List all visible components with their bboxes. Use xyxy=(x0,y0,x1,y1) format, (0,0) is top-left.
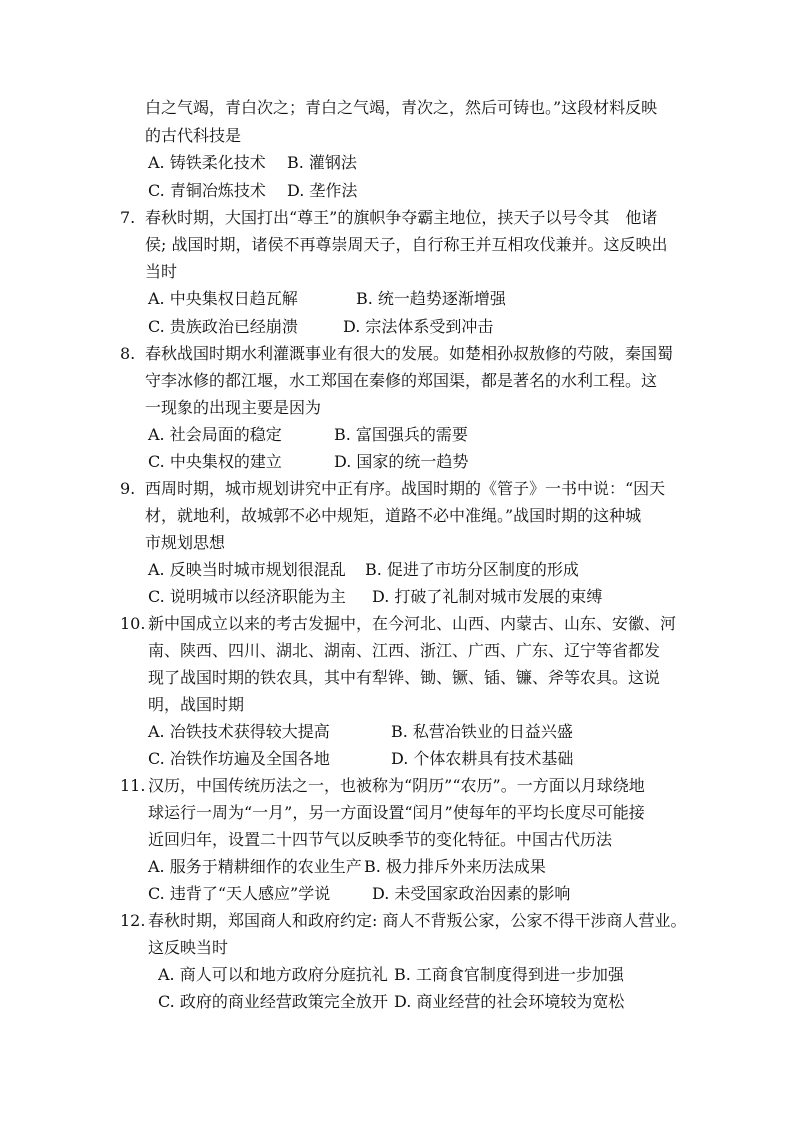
question-7-text-line: 侯; 战国时期，诸侯不再尊崇周天子，自行称王并互相攻伐兼并。这反映出 xyxy=(145,235,668,254)
question-9-text-line: 材，就地利，故城郭不必中规矩，道路不必中准绳。”战国时期的这种城 xyxy=(145,506,642,525)
option-c: C. 青铜冶炼技术 xyxy=(148,181,266,200)
question-12-text-line: 春秋时期，郑国商人和政府约定: 商人不背叛公家，公家不得干涉商人营业。 xyxy=(148,911,687,930)
option-b: B. 统一趋势逐渐增强 xyxy=(356,289,506,308)
question-7-number: 7. xyxy=(120,208,136,227)
question-9-number: 9. xyxy=(120,479,136,498)
question-12-text-line: 这反映当时 xyxy=(148,938,229,957)
question-9-text-line: 市规划思想 xyxy=(145,533,226,552)
question-7-text-line: 当时 xyxy=(145,262,178,281)
option-a: A. 服务于精耕细作的农业生产 xyxy=(148,857,362,876)
option-b: B. 私营冶铁业的日益兴盛 xyxy=(391,722,573,741)
option-c: C. 中央集权的建立 xyxy=(148,452,282,471)
question-12-number: 12. xyxy=(120,911,146,930)
option-a: A. 铸铁柔化技术 xyxy=(148,153,266,172)
option-c: C. 违背了“天人感应”学说 xyxy=(148,884,331,903)
option-b: B. 促进了市坊分区制度的形成 xyxy=(365,560,579,579)
option-b: B. 灌钢法 xyxy=(287,153,357,172)
option-d: D. 未受国家政治因素的影响 xyxy=(372,884,571,903)
option-b: B. 工商食官制度得到进一步加强 xyxy=(394,965,624,984)
option-c: C. 贵族政治已经崩溃 xyxy=(148,317,298,336)
question-8-text-line: 春秋战国时期水利灌溉事业有很大的发展。如楚相孙叔敖修的芍陂，秦国蜀 xyxy=(145,344,674,363)
question-6-text-line: 白之气竭，青白次之；青白之气竭，青次之，然后可铸也。”这段材料反映 xyxy=(145,98,658,117)
option-d: D. 个体农耕具有技术基础 xyxy=(391,749,574,768)
question-7-text-line: 春秋时期，大国打出“尊王”的旗帜争夺霸主地位，挟天子以号令其 他诸 xyxy=(145,208,658,227)
question-10-text-line: 南、陕西、四川、湖北、湖南、江西、浙江、广西、广东、辽宁等省都发 xyxy=(148,641,661,660)
question-10-text-line: 新中国成立以来的考古发掘中，在今河北、山西、内蒙古、山东、安徽、河 xyxy=(148,614,677,633)
option-b: B. 富国强兵的需要 xyxy=(334,425,468,444)
option-a: A. 社会局面的稳定 xyxy=(148,425,282,444)
question-8-number: 8. xyxy=(120,344,136,363)
option-a: A. 中央集权日趋瓦解 xyxy=(148,289,298,308)
question-8-text-line: 守李冰修的都江堰，水工郑国在秦修的郑国渠，都是著名的水利工程。这 xyxy=(145,371,658,390)
question-10-number: 10. xyxy=(120,614,146,633)
option-c: C. 冶铁作坊遍及全国各地 xyxy=(148,749,330,768)
option-d: D. 国家的统一趋势 xyxy=(334,452,469,471)
option-d: D. 打破了礼制对城市发展的束缚 xyxy=(372,587,603,606)
question-8-text-line: 一现象的出现主要是因为 xyxy=(145,398,322,417)
option-d: D. 垄作法 xyxy=(287,181,358,200)
option-d: D. 商业经营的社会环境较为宽松 xyxy=(394,992,625,1011)
question-10-text-line: 现了战国时期的铁农具，其中有犁铧、锄、镢、锸、镰、斧等农具。这说 xyxy=(148,668,661,687)
option-b: B. 极力排斥外来历法成果 xyxy=(364,857,546,876)
question-11-number: 11. xyxy=(120,776,146,795)
option-a: A. 商人可以和地方政府分庭抗礼 xyxy=(158,965,388,984)
option-d: D. 宗法体系受到冲击 xyxy=(343,317,494,336)
option-a: A. 冶铁技术获得较大提高 xyxy=(148,722,330,741)
question-9-text-line: 西周时期，城市规划讲究中正有序。战国时期的《管子》一书中说：“因天 xyxy=(145,479,666,498)
option-a: A. 反映当时城市规划很混乱 xyxy=(148,560,346,579)
option-c: C. 说明城市以经济职能为主 xyxy=(148,587,346,606)
question-11-text-line: 近回归年，设置二十四节气以反映季节的变化特征。中国古代历法 xyxy=(148,830,613,849)
question-11-text-line: 球运行一周为“一月”，另一方面设置“闰月”使每年的平均长度尽可能接 xyxy=(148,803,645,822)
question-10-text-line: 明，战国时期 xyxy=(148,695,245,714)
option-c: C. 政府的商业经营政策完全放开 xyxy=(158,992,388,1011)
question-6-text-line: 的古代科技是 xyxy=(145,126,242,145)
question-11-text-line: 汉历，中国传统历法之一，也被称为“阴历”“农历”。一方面以月球绕地 xyxy=(148,776,645,795)
